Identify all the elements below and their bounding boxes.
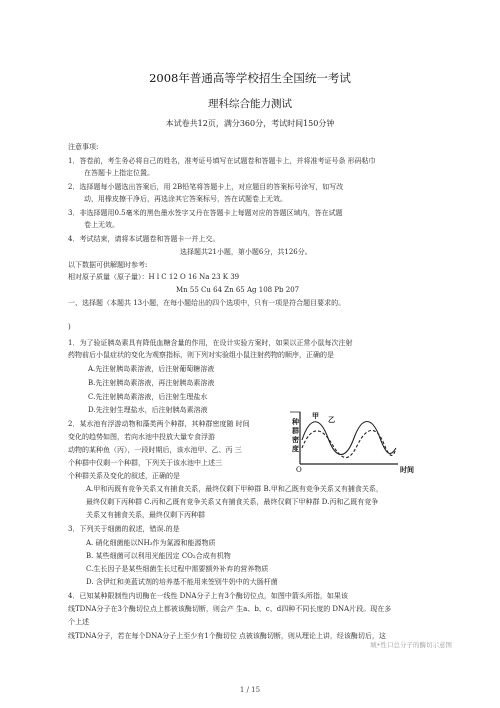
notice-line: 在答题卡上指定位置。: [84, 169, 154, 177]
y-axis-label-2: 群: [292, 426, 299, 435]
notice-line: 一、选择题（本题共 13小题，在每小题给出的四个选项中，只有一项是符合题目要求的。: [68, 299, 346, 307]
question-line: 2．某水池有浮游动物和藻类两个种群，其种群密度随 时间: [68, 420, 250, 428]
y-axis-label-1: 种: [292, 417, 299, 426]
question-line: 1．为了验证胰岛素具有降低血糖含量的作用，在设计实验方案时，如果以正常小鼠每次注射: [68, 339, 353, 347]
question-line: 个上述: [68, 618, 89, 626]
notice-line: 选择题共21小题，第小题6分，共126分。: [180, 248, 312, 256]
document-title: 2008年普通高等学校招生全国统一考试: [149, 71, 351, 85]
question-line: 变化的趋势如图，若向水池中投放大量专食浮游: [68, 433, 215, 441]
series-jia-label: 甲: [312, 411, 319, 420]
notice-line: Mn 55 Cu 64 Zn 65 Ag 108 Pb 207: [176, 286, 300, 294]
question-line: A. 硝化细菌能以NH₃作为氮源和能源物质: [86, 539, 216, 547]
question-line: B. 某些细菌可以利用光能因定 CO₂合成有机物: [86, 552, 231, 560]
y-axis-label-4: 度: [292, 444, 299, 453]
origin-label: O: [296, 466, 302, 474]
question-line: A.甲和丙既有竞争关系又有捕食关系，最终仅剩下甲种群 B.甲和乙既有竞争关系又有捕食关系，: [86, 485, 383, 493]
question-line: B.先注射胰岛素溶液，再注射胰岛素溶液: [88, 379, 215, 387]
notice-line: 动，用橡皮擦干净后，再选涂其它答案标号，答在试题卷上无效。: [84, 195, 287, 203]
series-yi-label: 乙: [328, 415, 335, 424]
document-subtitle: 理科综合能力测试: [208, 98, 292, 110]
notice-line: 3．非选择题用0.5毫米的黑色墨水签字又丹在答题卡上每题对应的答题区域内，答在试题: [68, 209, 343, 217]
notice-line: 以下数据可供解题时参考:: [68, 261, 148, 269]
question-line: 关系又有捕食关系，最终仅剩下丙种群: [86, 511, 205, 519]
page-number: 1 / 15: [239, 686, 261, 694]
y-axis-label-3: 密: [292, 435, 299, 444]
question-line: 个种群关系及变化的叙述，正确的是: [68, 472, 180, 480]
question-line: 线TDNA分子，若在每个DNA分子上至少有1个酶切位 点被该酶切断，则从理论上讲，经该酶切后，这: [68, 632, 386, 640]
population-figure: [288, 408, 430, 474]
question-line: D. 含伊红和美蓝试剂的培养基不能用来签别牛奶中的大肠杆菌: [86, 578, 278, 586]
notice-line: 4．考试结束，请将本试题卷和答题卡一并上交。: [68, 235, 220, 243]
exam-info: 本试卷共12页，满分360分，考试时间150分钟: [165, 119, 335, 128]
x-axis-label: 时间: [400, 465, 414, 474]
question-line: 动物的某种鱼（丙），一段时期后，该水池甲、乙、丙 三: [68, 446, 242, 454]
question-line: 最终仅剩下丙种群 C.丙和乙既有竞争关系又有捕食关系，最终仅剩下甲种群 D.丙和乙既有竞争: [86, 498, 379, 506]
notice-line: 1．答卷前，考生务必将自己的姓名，准考证号填写在试题卷和答题卡上，并将准考证号条 形码粘巾: [68, 157, 376, 165]
notice-line: 卷上无效。: [84, 221, 119, 229]
question-line: A.先注射胰岛素溶液，后注射葡萄糖溶液: [88, 365, 215, 373]
figure-caption-overlay: 城•性口总分子的酶切示意图: [370, 641, 452, 649]
question-line: D.先注射生理盐水，后注射胰岛素溶液: [88, 406, 208, 414]
question-line: 4．已知某种限制性内切酶在一线性 DNA分子上有3个酶切位点，如图中箭头所指，如果该: [68, 592, 348, 600]
notice-heading: 注意事项:: [68, 143, 99, 151]
question-line: 3．下列关于细菌的叙述，错误.的是: [68, 525, 180, 533]
question-line: C.生长因子是某些细菌生长过程中需要额外补弃的营养物质: [86, 565, 269, 573]
notice-line: 相对原子质量（原子量）：H l C 12 O 16 Na 23 K 39: [68, 273, 240, 281]
question-line: C.先注射胰岛素溶液，后注射生理盐水: [88, 393, 208, 401]
question-line: 药物前后小鼠症状的变化为观察指标，则下列对实验组小鼠注射药物的顺序，正确的是: [68, 351, 334, 359]
notice-line: ): [68, 323, 71, 331]
question-line: 线TDNA分子在3个酶切位点上都被该酶切断，则会产 生a、b、c、d四种不同长度的 DNA片段。现在多: [68, 605, 392, 613]
notice-line: 2．选择题每小题选出答案后，用 2B铅笔将答题卡上，对应题目的答案标号涂写，如写改: [68, 183, 344, 191]
question-line: 个种群中仅剩一个种群，下列关于该水池中上述三: [68, 459, 222, 467]
